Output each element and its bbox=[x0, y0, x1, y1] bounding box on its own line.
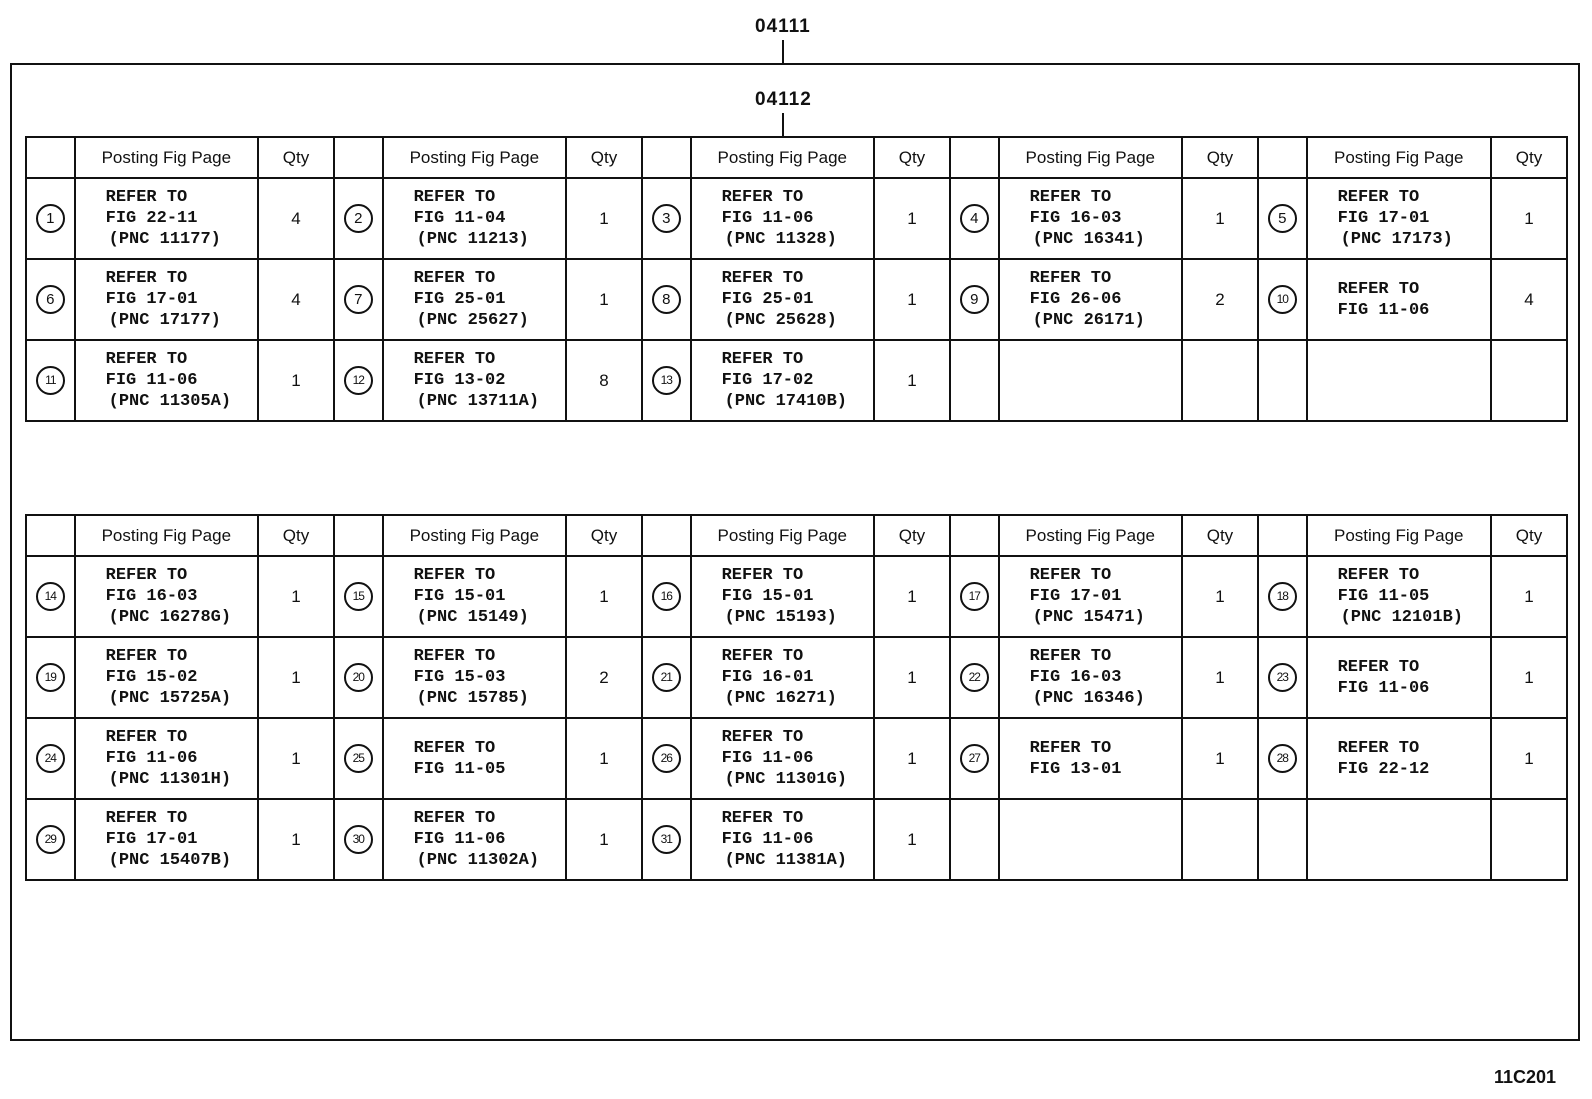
item-number-badge: 25 bbox=[344, 744, 373, 773]
header-number-cell bbox=[642, 137, 691, 178]
fig-page-text: FIG 15-01 bbox=[721, 587, 814, 606]
item-number-badge: 29 bbox=[36, 825, 65, 854]
inner-leader-line bbox=[782, 113, 784, 137]
table-row bbox=[26, 718, 1567, 799]
fig-page-text: FIG 11-06 bbox=[721, 749, 814, 768]
pnc-text: (PNC 15407B) bbox=[108, 851, 232, 870]
refer-to-text: REFER TO bbox=[413, 350, 496, 369]
item-number-badge: 13 bbox=[652, 366, 681, 395]
pnc-text: (PNC 16278G) bbox=[108, 608, 232, 627]
item-number-cell bbox=[1258, 340, 1307, 421]
reference-cell bbox=[383, 178, 566, 259]
item-number-badge: 9 bbox=[960, 285, 989, 314]
qty-cell: 1 bbox=[1182, 556, 1258, 637]
qty-cell: 1 bbox=[1491, 637, 1567, 718]
fig-page-text: FIG 11-05 bbox=[1337, 587, 1430, 606]
item-number-cell bbox=[642, 637, 691, 718]
header-number-cell bbox=[334, 137, 383, 178]
item-number-cell bbox=[642, 340, 691, 421]
pnc-text: (PNC 15725A) bbox=[108, 689, 232, 708]
qty-cell: 1 bbox=[566, 799, 642, 880]
pnc-text: (PNC 16346) bbox=[1032, 689, 1145, 708]
reference-cell bbox=[75, 799, 258, 880]
reference-cell bbox=[691, 718, 874, 799]
header-qty: Qty bbox=[1182, 515, 1258, 556]
reference-cell bbox=[999, 178, 1182, 259]
refer-to-text: REFER TO bbox=[721, 728, 804, 747]
table-row bbox=[26, 259, 1567, 340]
refer-to-text: REFER TO bbox=[721, 350, 804, 369]
fig-page-text: FIG 11-06 bbox=[413, 830, 506, 849]
reference-cell bbox=[691, 637, 874, 718]
pnc-text: (PNC 11381A) bbox=[724, 851, 848, 870]
fig-page-text: FIG 15-01 bbox=[413, 587, 506, 606]
refer-to-text: REFER TO bbox=[105, 269, 188, 288]
item-number-cell bbox=[334, 637, 383, 718]
header-qty: Qty bbox=[1182, 137, 1258, 178]
reference-cell bbox=[1307, 637, 1491, 718]
qty-cell: 8 bbox=[566, 340, 642, 421]
fig-page-text: FIG 11-06 bbox=[105, 749, 198, 768]
item-number-badge: 20 bbox=[344, 663, 373, 692]
item-number-cell bbox=[26, 259, 75, 340]
header-qty: Qty bbox=[1491, 515, 1567, 556]
item-number-cell bbox=[334, 340, 383, 421]
qty-cell: 1 bbox=[874, 178, 950, 259]
refer-to-text: REFER TO bbox=[1337, 188, 1420, 207]
reference-cell bbox=[691, 178, 874, 259]
reference-cell bbox=[75, 556, 258, 637]
refer-to-text: REFER TO bbox=[1337, 657, 1420, 677]
fig-page-text: FIG 15-03 bbox=[413, 668, 506, 687]
item-number-badge: 19 bbox=[36, 663, 65, 692]
table-row bbox=[26, 799, 1567, 880]
refer-to-text: REFER TO bbox=[1029, 647, 1112, 666]
item-number-badge: 15 bbox=[344, 582, 373, 611]
item-number-cell bbox=[334, 178, 383, 259]
item-number-badge: 2 bbox=[344, 204, 373, 233]
reference-table-1 bbox=[25, 136, 1568, 422]
header-number-cell bbox=[26, 515, 75, 556]
header-fig-page: Posting Fig Page bbox=[75, 515, 258, 556]
table-row bbox=[26, 637, 1567, 718]
reference-cell bbox=[691, 259, 874, 340]
fig-page-text: FIG 17-01 bbox=[105, 290, 198, 309]
table-row bbox=[26, 178, 1567, 259]
fig-page-text: FIG 11-06 bbox=[721, 209, 814, 228]
refer-to-text: REFER TO bbox=[105, 350, 188, 369]
reference-table-2 bbox=[25, 514, 1568, 881]
item-number-badge: 1 bbox=[36, 204, 65, 233]
item-number-cell bbox=[26, 178, 75, 259]
header-number-cell bbox=[950, 515, 999, 556]
header-fig-page: Posting Fig Page bbox=[383, 137, 566, 178]
pnc-text: (PNC 11302A) bbox=[416, 851, 540, 870]
item-number-badge: 17 bbox=[960, 582, 989, 611]
header-number-cell bbox=[950, 137, 999, 178]
header-qty: Qty bbox=[566, 515, 642, 556]
item-number-badge: 28 bbox=[1268, 744, 1297, 773]
outer-part-label: 04111 bbox=[755, 16, 811, 37]
pnc-text: (PNC 17410B) bbox=[724, 392, 848, 411]
item-number-cell bbox=[642, 718, 691, 799]
item-number-badge: 31 bbox=[652, 825, 681, 854]
item-number-cell bbox=[26, 556, 75, 637]
qty-cell: 1 bbox=[874, 799, 950, 880]
reference-cell bbox=[691, 340, 874, 421]
item-number-badge: 5 bbox=[1268, 204, 1297, 233]
header-row bbox=[26, 515, 1567, 556]
reference-cell bbox=[1307, 556, 1491, 637]
pnc-text: (PNC 13711A) bbox=[416, 392, 540, 411]
reference-cell bbox=[1307, 718, 1491, 799]
item-number-cell bbox=[950, 637, 999, 718]
item-number-cell bbox=[642, 556, 691, 637]
refer-to-text: REFER TO bbox=[1029, 566, 1112, 585]
fig-page-text: FIG 22-12 bbox=[1337, 759, 1430, 779]
fig-page-text: FIG 25-01 bbox=[721, 290, 814, 309]
qty-cell: 4 bbox=[258, 259, 334, 340]
refer-to-text: REFER TO bbox=[1029, 188, 1112, 207]
qty-cell: 2 bbox=[566, 637, 642, 718]
fig-page-text: FIG 11-06 bbox=[1337, 678, 1430, 698]
item-number-badge: 10 bbox=[1268, 285, 1297, 314]
header-number-cell bbox=[1258, 137, 1307, 178]
pnc-text: (PNC 16341) bbox=[1032, 230, 1145, 249]
item-number-cell bbox=[26, 799, 75, 880]
fig-page-text: FIG 11-06 bbox=[105, 371, 198, 390]
header-fig-page: Posting Fig Page bbox=[1307, 515, 1491, 556]
item-number-cell bbox=[26, 637, 75, 718]
item-number-badge: 16 bbox=[652, 582, 681, 611]
figure-code: 11C201 bbox=[1493, 1067, 1556, 1087]
item-number-cell bbox=[334, 718, 383, 799]
item-number-cell bbox=[950, 178, 999, 259]
reference-cell bbox=[1307, 178, 1491, 259]
pnc-text: (PNC 11213) bbox=[416, 230, 529, 249]
header-row bbox=[26, 137, 1567, 178]
refer-to-text: REFER TO bbox=[413, 647, 496, 666]
qty-cell: 1 bbox=[874, 340, 950, 421]
item-number-badge: 6 bbox=[36, 285, 65, 314]
item-number-badge: 27 bbox=[960, 744, 989, 773]
item-number-cell bbox=[1258, 799, 1307, 880]
header-fig-page: Posting Fig Page bbox=[691, 515, 874, 556]
refer-to-text: REFER TO bbox=[413, 269, 496, 288]
fig-page-text: FIG 11-05 bbox=[413, 759, 506, 779]
pnc-text: (PNC 12101B) bbox=[1340, 608, 1463, 627]
item-number-badge: 3 bbox=[652, 204, 681, 233]
qty-cell: 1 bbox=[1182, 178, 1258, 259]
item-number-cell bbox=[1258, 178, 1307, 259]
fig-page-text: FIG 17-01 bbox=[1029, 587, 1122, 606]
item-number-cell bbox=[26, 718, 75, 799]
fig-page-text: FIG 16-01 bbox=[721, 668, 814, 687]
header-number-cell bbox=[642, 515, 691, 556]
refer-to-text: REFER TO bbox=[721, 647, 804, 666]
reference-cell bbox=[999, 556, 1182, 637]
reference-cell bbox=[1307, 799, 1491, 880]
qty-cell bbox=[1491, 340, 1567, 421]
reference-cell bbox=[999, 718, 1182, 799]
item-number-badge: 26 bbox=[652, 744, 681, 773]
refer-to-text: REFER TO bbox=[1337, 738, 1420, 758]
reference-cell bbox=[75, 259, 258, 340]
header-fig-page: Posting Fig Page bbox=[1307, 137, 1491, 178]
qty-cell: 4 bbox=[258, 178, 334, 259]
reference-cell bbox=[999, 340, 1182, 421]
item-number-badge: 4 bbox=[960, 204, 989, 233]
header-fig-page: Posting Fig Page bbox=[999, 137, 1182, 178]
reference-cell bbox=[383, 799, 566, 880]
pnc-text: (PNC 11177) bbox=[108, 230, 221, 249]
item-number-badge: 14 bbox=[36, 582, 65, 611]
refer-to-text: REFER TO bbox=[413, 188, 496, 207]
refer-to-text: REFER TO bbox=[721, 188, 804, 207]
qty-cell: 1 bbox=[874, 637, 950, 718]
qty-cell: 1 bbox=[258, 556, 334, 637]
pnc-text: (PNC 15193) bbox=[724, 608, 837, 627]
qty-cell: 1 bbox=[1182, 637, 1258, 718]
fig-page-text: FIG 17-02 bbox=[721, 371, 814, 390]
pnc-text: (PNC 11301G) bbox=[724, 770, 848, 789]
item-number-cell bbox=[26, 340, 75, 421]
item-number-badge: 12 bbox=[344, 366, 373, 395]
reference-cell bbox=[75, 178, 258, 259]
reference-cell bbox=[999, 799, 1182, 880]
item-number-cell bbox=[950, 799, 999, 880]
table-row bbox=[26, 340, 1567, 421]
item-number-badge: 22 bbox=[960, 663, 989, 692]
table-row bbox=[26, 556, 1567, 637]
reference-cell bbox=[999, 637, 1182, 718]
pnc-text: (PNC 16271) bbox=[724, 689, 837, 708]
refer-to-text: REFER TO bbox=[105, 647, 188, 666]
qty-cell: 4 bbox=[1491, 259, 1567, 340]
qty-cell: 1 bbox=[566, 556, 642, 637]
qty-cell: 1 bbox=[566, 259, 642, 340]
refer-to-text: REFER TO bbox=[721, 809, 804, 828]
pnc-text: (PNC 15149) bbox=[416, 608, 529, 627]
reference-cell bbox=[75, 340, 258, 421]
item-number-cell bbox=[334, 259, 383, 340]
reference-cell bbox=[691, 799, 874, 880]
pnc-text: (PNC 11301H) bbox=[108, 770, 232, 789]
qty-cell: 1 bbox=[566, 178, 642, 259]
refer-to-text: REFER TO bbox=[721, 566, 804, 585]
item-number-cell bbox=[334, 556, 383, 637]
item-number-cell bbox=[950, 556, 999, 637]
item-number-cell bbox=[1258, 637, 1307, 718]
reference-cell bbox=[1307, 259, 1491, 340]
qty-cell: 1 bbox=[874, 718, 950, 799]
reference-cell bbox=[383, 259, 566, 340]
item-number-badge: 24 bbox=[36, 744, 65, 773]
pnc-text: (PNC 25627) bbox=[416, 311, 529, 330]
header-number-cell bbox=[26, 137, 75, 178]
fig-page-text: FIG 16-03 bbox=[1029, 668, 1122, 687]
item-number-badge: 23 bbox=[1268, 663, 1297, 692]
item-number-cell bbox=[950, 340, 999, 421]
item-number-cell bbox=[950, 718, 999, 799]
item-number-cell bbox=[642, 178, 691, 259]
qty-cell bbox=[1491, 799, 1567, 880]
item-number-badge: 21 bbox=[652, 663, 681, 692]
qty-cell: 1 bbox=[1491, 718, 1567, 799]
outer-leader-line bbox=[782, 40, 784, 64]
fig-page-text: FIG 16-03 bbox=[105, 587, 198, 606]
fig-page-text: FIG 17-01 bbox=[1337, 209, 1430, 228]
fig-page-text: FIG 26-06 bbox=[1029, 290, 1122, 309]
reference-cell bbox=[75, 637, 258, 718]
refer-to-text: REFER TO bbox=[1337, 279, 1420, 299]
qty-cell bbox=[1182, 799, 1258, 880]
header-qty: Qty bbox=[1491, 137, 1567, 178]
item-number-cell bbox=[1258, 259, 1307, 340]
fig-page-text: FIG 11-06 bbox=[721, 830, 814, 849]
fig-page-text: FIG 15-02 bbox=[105, 668, 198, 687]
pnc-text: (PNC 26171) bbox=[1032, 311, 1145, 330]
pnc-text: (PNC 17177) bbox=[108, 311, 221, 330]
reference-cell bbox=[999, 259, 1182, 340]
item-number-cell bbox=[334, 799, 383, 880]
header-fig-page: Posting Fig Page bbox=[691, 137, 874, 178]
fig-page-text: FIG 17-01 bbox=[105, 830, 198, 849]
pnc-text: (PNC 11328) bbox=[724, 230, 837, 249]
pnc-text: (PNC 17173) bbox=[1340, 230, 1453, 249]
header-qty: Qty bbox=[874, 515, 950, 556]
qty-cell bbox=[1182, 340, 1258, 421]
item-number-cell bbox=[1258, 556, 1307, 637]
qty-cell: 1 bbox=[258, 340, 334, 421]
item-number-badge: 8 bbox=[652, 285, 681, 314]
pnc-text: (PNC 15471) bbox=[1032, 608, 1145, 627]
item-number-badge: 18 bbox=[1268, 582, 1297, 611]
refer-to-text: REFER TO bbox=[413, 809, 496, 828]
header-number-cell bbox=[334, 515, 383, 556]
qty-cell: 1 bbox=[874, 556, 950, 637]
qty-cell: 1 bbox=[1182, 718, 1258, 799]
qty-cell: 1 bbox=[874, 259, 950, 340]
qty-cell: 2 bbox=[1182, 259, 1258, 340]
refer-to-text: REFER TO bbox=[1029, 269, 1112, 288]
item-number-cell bbox=[642, 259, 691, 340]
fig-page-text: FIG 25-01 bbox=[413, 290, 506, 309]
reference-cell bbox=[383, 556, 566, 637]
reference-cell bbox=[383, 718, 566, 799]
header-fig-page: Posting Fig Page bbox=[383, 515, 566, 556]
reference-cell bbox=[75, 718, 258, 799]
qty-cell: 1 bbox=[258, 637, 334, 718]
reference-cell bbox=[383, 340, 566, 421]
fig-page-text: FIG 13-02 bbox=[413, 371, 506, 390]
refer-to-text: REFER TO bbox=[105, 188, 188, 207]
reference-cell bbox=[1307, 340, 1491, 421]
inner-part-label: 04112 bbox=[755, 89, 812, 110]
qty-cell: 1 bbox=[566, 718, 642, 799]
pnc-text: (PNC 11305A) bbox=[108, 392, 232, 411]
header-qty: Qty bbox=[874, 137, 950, 178]
item-number-cell bbox=[950, 259, 999, 340]
refer-to-text: REFER TO bbox=[105, 566, 188, 585]
qty-cell: 1 bbox=[1491, 178, 1567, 259]
reference-cell bbox=[383, 637, 566, 718]
fig-page-text: FIG 13-01 bbox=[1029, 759, 1122, 779]
header-fig-page: Posting Fig Page bbox=[999, 515, 1182, 556]
refer-to-text: REFER TO bbox=[1029, 738, 1112, 758]
header-fig-page: Posting Fig Page bbox=[75, 137, 258, 178]
fig-page-text: FIG 16-03 bbox=[1029, 209, 1122, 228]
header-qty: Qty bbox=[566, 137, 642, 178]
refer-to-text: REFER TO bbox=[721, 269, 804, 288]
refer-to-text: REFER TO bbox=[105, 728, 188, 747]
item-number-badge: 30 bbox=[344, 825, 373, 854]
qty-cell: 1 bbox=[1491, 556, 1567, 637]
item-number-cell bbox=[642, 799, 691, 880]
fig-page-text: FIG 11-06 bbox=[1337, 300, 1430, 320]
header-qty: Qty bbox=[258, 137, 334, 178]
qty-cell: 1 bbox=[258, 799, 334, 880]
reference-cell bbox=[691, 556, 874, 637]
fig-page-text: FIG 22-11 bbox=[105, 209, 198, 228]
fig-page-text: FIG 11-04 bbox=[413, 209, 506, 228]
pnc-text: (PNC 25628) bbox=[724, 311, 837, 330]
pnc-text: (PNC 15785) bbox=[416, 689, 529, 708]
refer-to-text: REFER TO bbox=[105, 809, 188, 828]
refer-to-text: REFER TO bbox=[1337, 566, 1420, 585]
refer-to-text: REFER TO bbox=[413, 738, 496, 758]
header-number-cell bbox=[1258, 515, 1307, 556]
item-number-badge: 11 bbox=[36, 366, 65, 395]
qty-cell: 1 bbox=[258, 718, 334, 799]
header-qty: Qty bbox=[258, 515, 334, 556]
refer-to-text: REFER TO bbox=[413, 566, 496, 585]
item-number-badge: 7 bbox=[344, 285, 373, 314]
item-number-cell bbox=[1258, 718, 1307, 799]
